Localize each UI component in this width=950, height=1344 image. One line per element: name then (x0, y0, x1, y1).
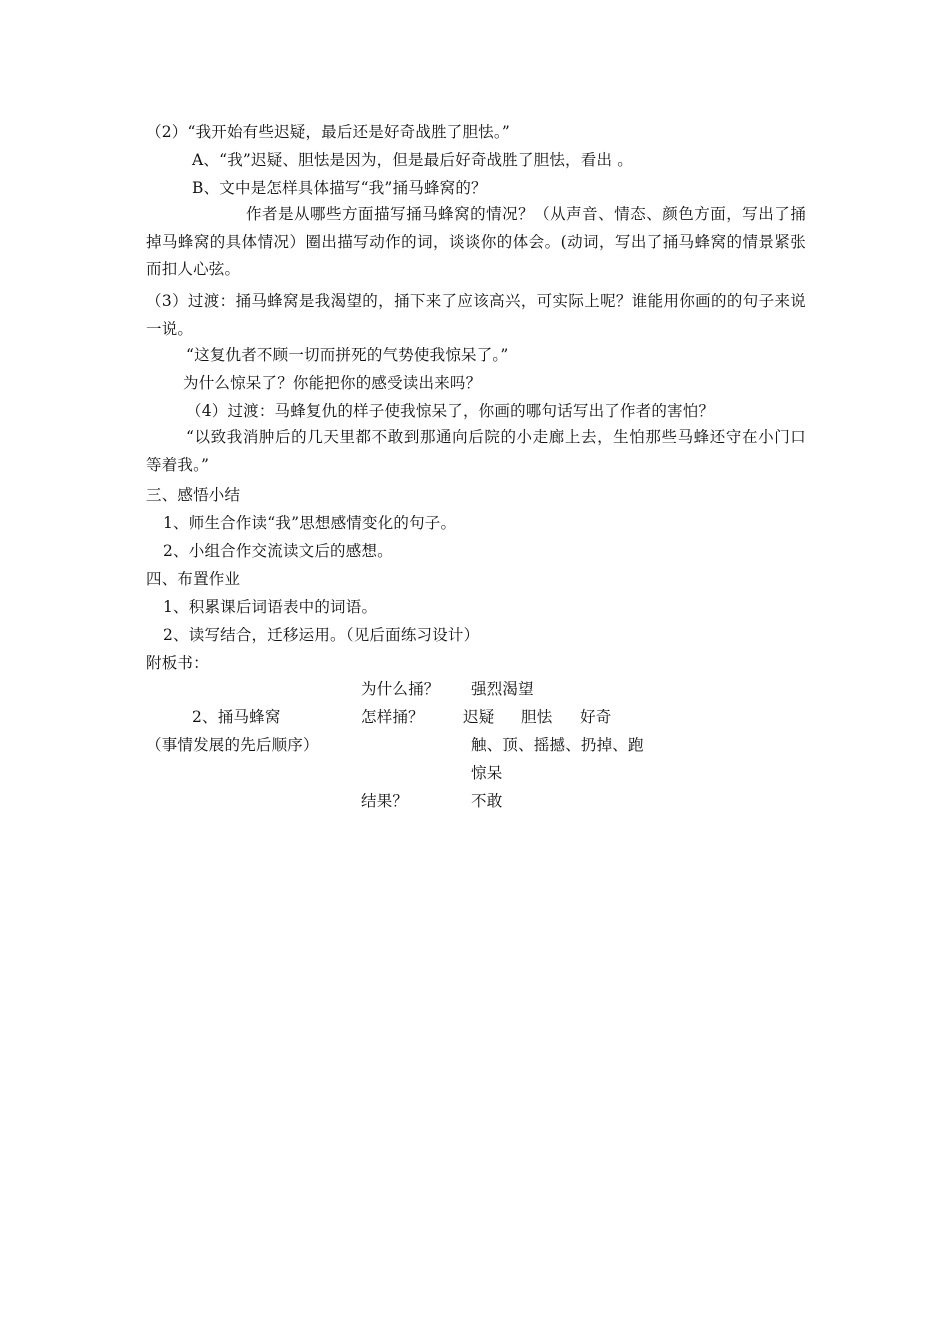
paragraph-3-question: 为什么惊呆了？你能把你的感受读出来吗？ (183, 374, 482, 392)
section-4-item-1: 1、积累课后词语表中的词语。 (163, 598, 378, 616)
board-answer-2-hesitate: 迟疑 (463, 708, 495, 726)
board-question-1: 为什么捅？ (361, 680, 440, 698)
paragraph-2-b-detail: 作者是从哪些方面描写捅马蜂窝的情况？（从声音、情态、颜色方面，写出了捅掉马蜂窝的具体情况）圈出描写动作的词，谈谈你的体会。(动词，写出了捅马蜂窝的情景紧张而扣人心弦。 (146, 205, 806, 278)
section-3-item-1: 1、师生合作读“我”思想感情变化的句子。 (163, 514, 457, 532)
paragraph-2-b: B、文中是怎样具体描写“我”捅马蜂窝的？ (192, 179, 487, 197)
board-answer-2-stunned: 惊呆 (471, 764, 503, 782)
board-answer-3: 不敢 (471, 792, 503, 810)
paragraph-4-transition: （4）过渡：马蜂复仇的样子使我惊呆了，你画的哪句话写出了作者的害怕？ (186, 402, 715, 420)
paragraph-4-quote: “以致我消肿后的几天里都不敢到那通向后院的小走廊上去，生怕那些马蜂还守在小门口等着我。” (146, 428, 806, 474)
section-4-item-2: 2、读写结合，迁移运用。（见后面练习设计） (163, 626, 480, 644)
board-answer-2-timid: 胆怯 (521, 708, 553, 726)
board-title: 2、捅马蜂窝 (192, 708, 281, 726)
section-4-heading: 四、布置作业 (146, 570, 241, 588)
section-3-item-2: 2、小组合作交流读文后的感想。 (163, 542, 393, 560)
section-3-heading: 三、感悟小结 (146, 486, 241, 504)
board-question-2: 怎样捅？ (361, 708, 424, 726)
paragraph-3-quote: “这复仇者不顾一切而拼死的气势使我惊呆了。” (186, 346, 509, 364)
paragraph-3-transition: （3）过渡：捅马蜂窝是我渴望的，捅下来了应该高兴，可实际上呢？谁能用你画的的句子来说一说。 (146, 292, 806, 338)
board-heading: 附板书： (146, 654, 209, 672)
board-subtitle: （事情发展的先后顺序） (146, 736, 319, 754)
paragraph-2-quote: （2）“我开始有些迟疑，最后还是好奇战胜了胆怯。” (146, 123, 510, 141)
paragraph-2-a: A、“我”迟疑、胆怯是因为，但是最后好奇战胜了胆怯，看出 。 (192, 151, 633, 169)
board-answer-2-actions: 触、顶、摇撼、扔掉、跑 (471, 736, 644, 754)
board-answer-2-curious: 好奇 (580, 708, 612, 726)
board-question-3: 结果？ (361, 792, 409, 810)
board-answer-1: 强烈渴望 (471, 680, 534, 698)
